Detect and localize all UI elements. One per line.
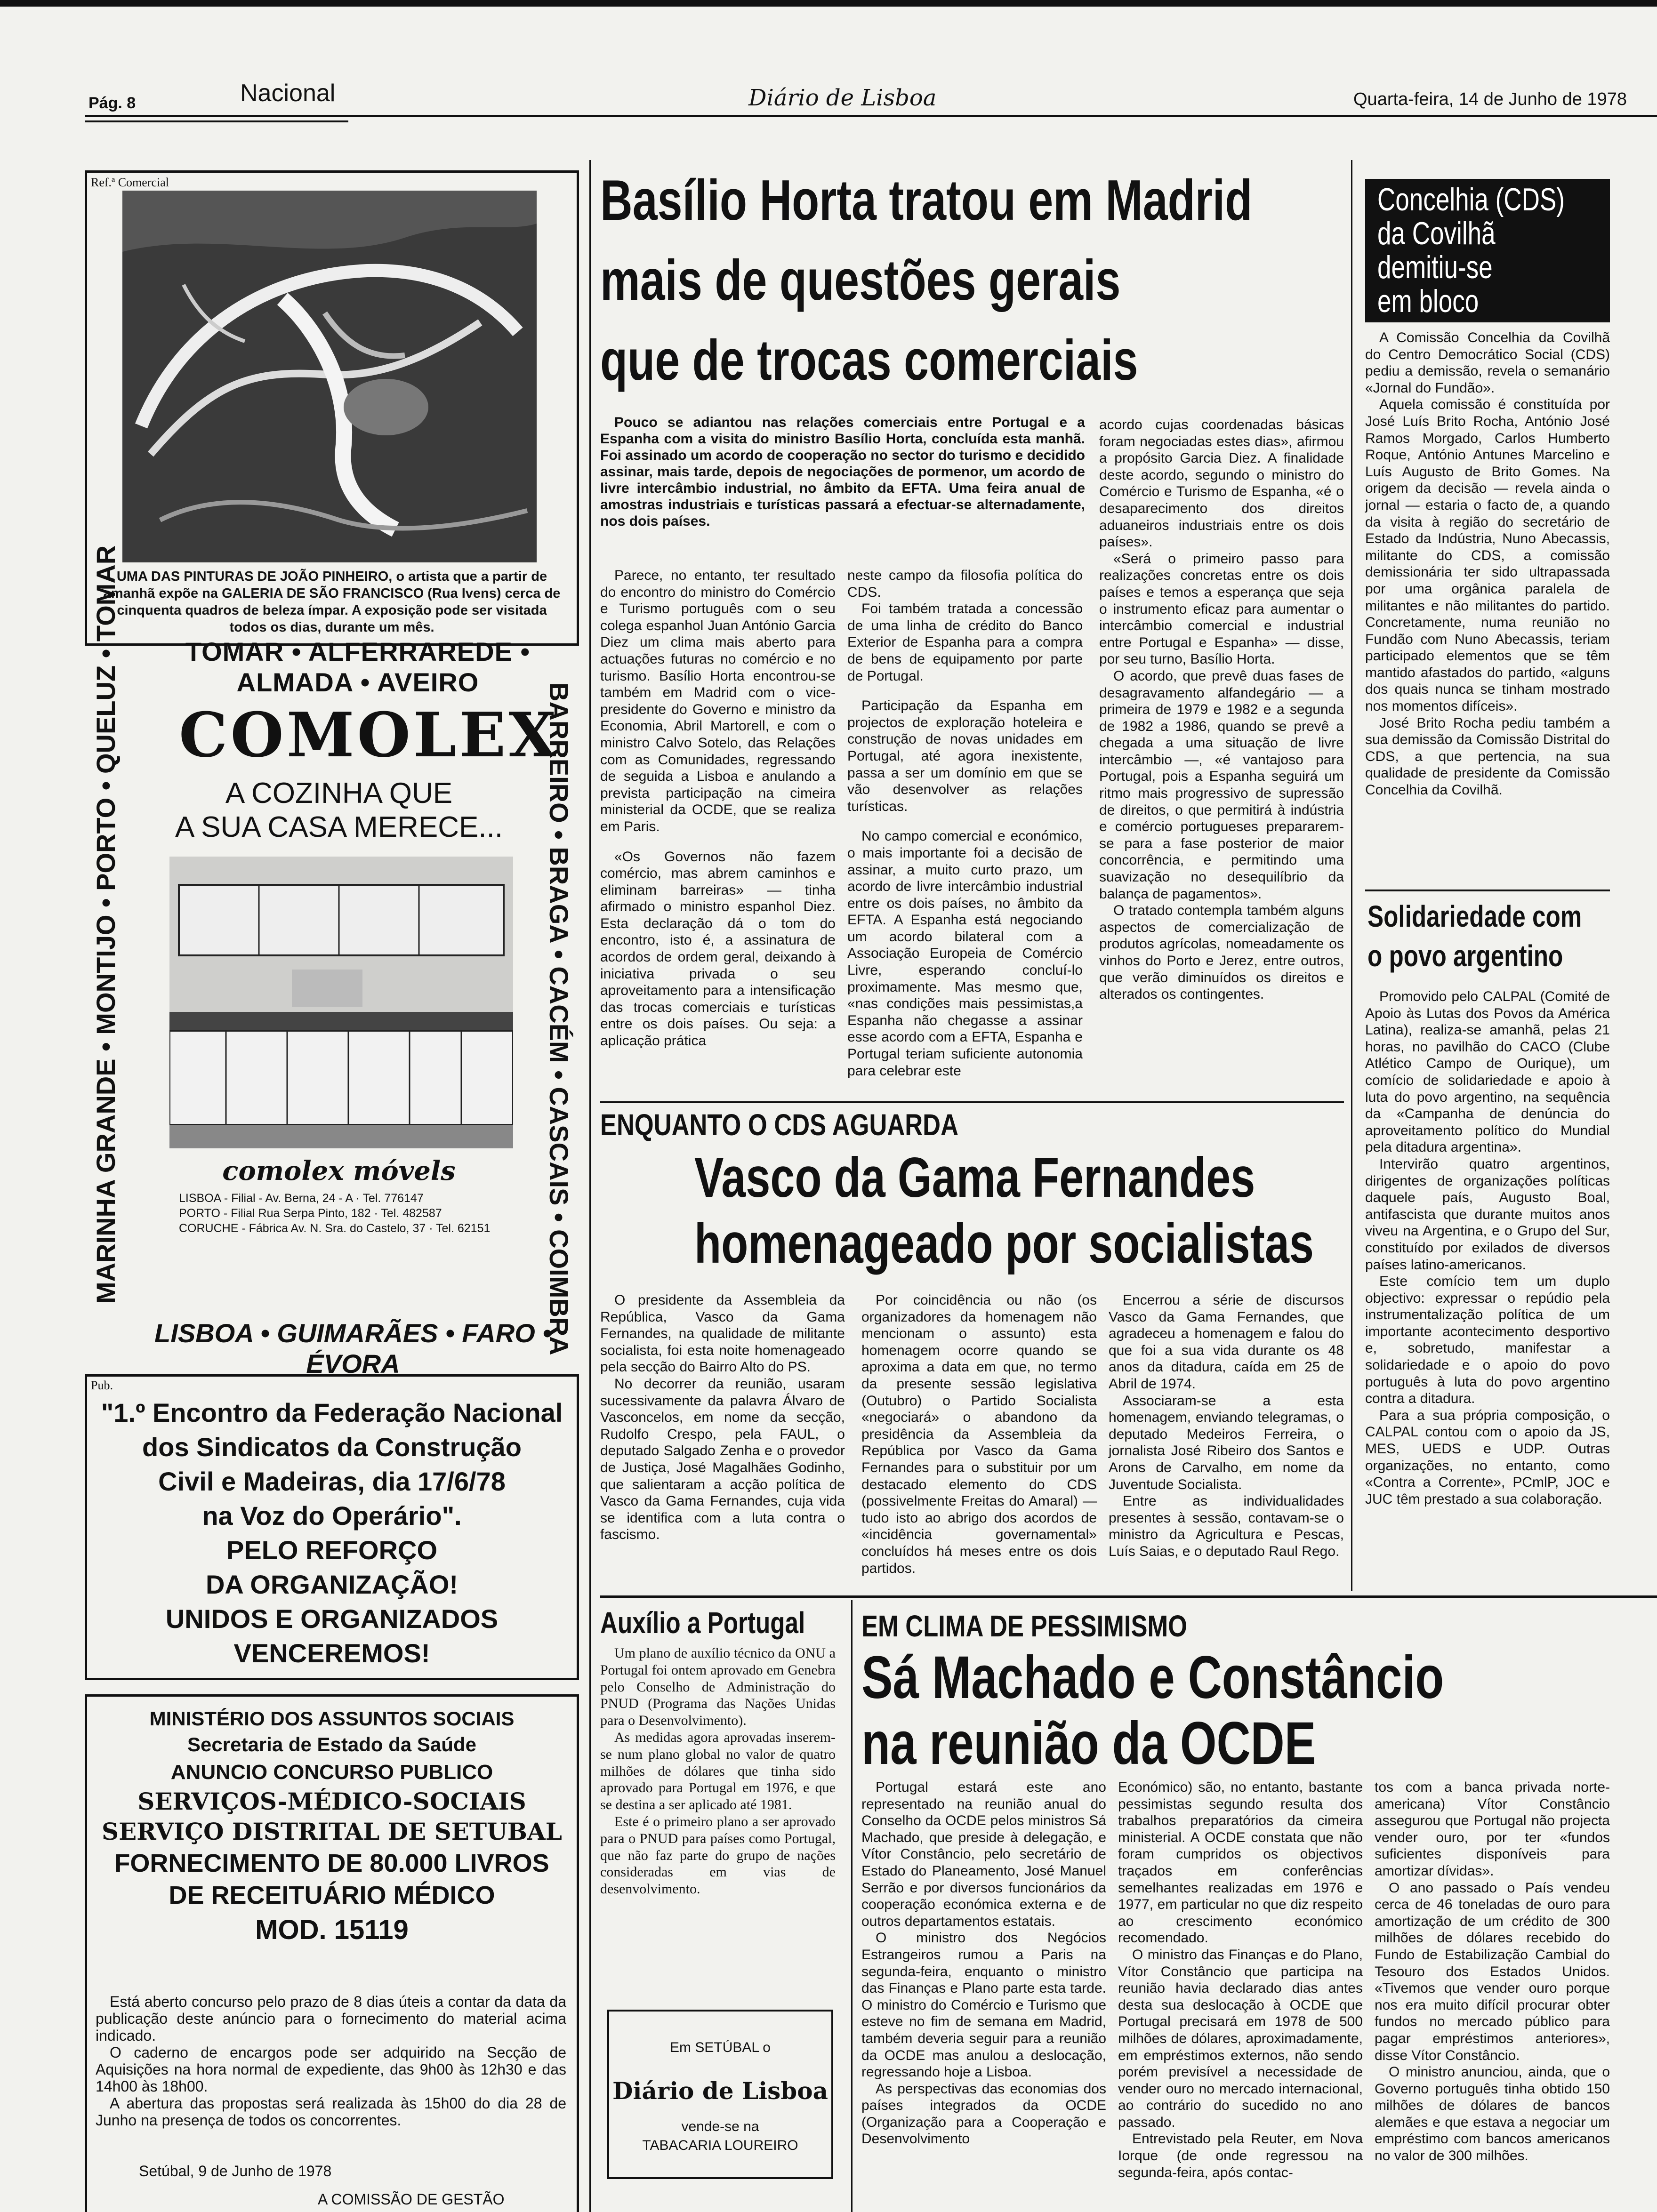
lower-rule [600,1595,1657,1598]
pub-line-6: DA ORGANIZAÇÃO! [205,1570,458,1599]
ministry-line-3: ANUNCIO CONCURSO PUBLICO [170,1761,493,1784]
pub-line-7: UNIDOS E ORGANIZADOS [165,1604,499,1634]
covilha-para-1: A Comissão Concelhia da Covilhã do Centro Democrático Social (CDS) pediu a demissão, revela o semanário «Jornal do Fundão». [1365,330,1610,396]
section-name: Nacional [240,80,336,107]
ministry-line-4: SERVIÇOS-MÉDICO-SOCIAIS [137,1787,526,1815]
ocde-para-7: tos com a banca privada norte-americana) Vítor Constâncio assegurou que Portugal não projecta vender ouro, por ter «fundos suficientes disponíveis para amortizar dívidas». [1375,1779,1610,1879]
ocde-para-4: Económico) são, no entanto, bastante pessimistas segundo resulta dos trabalhos preparatórios da cimeira ministerial. A OCDE constata que não foram cumpridos os objectivos traçados em conferências semelhantes realizadas em 1976 e 1977, em particular no que diz respeito ao crescimento económico recomendado. [1118,1779,1363,1946]
photo-box [85,170,579,646]
covilha-headline-box [1365,179,1610,322]
argentina-para-4: Para a sua própria composição, o CALPAL contou com o apoio da JS, MES, UEDS e UDP. Outras organizações, no entanto, como «Contra a Corrente», PCmlP, JOC e JUC têm prestado a sua colaboração. [1365,1407,1610,1507]
main-c2-para-2: Foi também tratada a concessão de uma linha de crédito do Banco Exterior de Espanha para a compra de bens de equipamento por parte de Portugal. [847,601,1083,684]
ocde-head-2: na reunião da OCDE [861,1710,1316,1777]
vasco-col-3 [1109,1292,1344,1560]
address-porto: PORTO - Filial Rua Serpa Pinto, 182 · Tel. 482587 [179,1207,442,1220]
argentina-body [1365,988,1610,1507]
kitchen-photo [169,857,513,1148]
ring-right: BARREIRO • BRAGA • CACÉM • CASCAIS • COIMBRA [544,682,574,1355]
auxilio-body [600,1645,836,1898]
pub-ad-box [85,1374,579,1680]
covilha-title-4: em bloco [1377,283,1479,319]
ring-bottom: LISBOA • GUIMARÃES • FARO • ÉVORA [154,1318,552,1378]
covilha-headline [1377,183,1598,318]
ocde-para-9: O ministro anunciou, ainda, que o Governo português tinha obtido 150 milhões de dólares de bancos alemães e que estava a negociar um empréstimo com bancos americanos no valor de 300 milhões. [1375,2064,1610,2164]
kitchen-illustration [169,857,513,1148]
vasco-head-2: homenageado por socialistas [694,1212,1314,1275]
main-headline-1: Basílio Horta tratou em Madrid [600,168,1253,232]
auxilio-title-wrap [600,1605,845,1641]
ring-left: MARINHA GRANDE • MONTIJO • PORTO • QUELUZ • TOMAR [91,545,121,1304]
vasco-col-1 [600,1292,845,1543]
pub-ad-text [92,1395,572,1670]
vasco-para-3: Por coincidência ou não (os organizadores da homenagem não mencionam o assunto) esta homenagem ocorre quando se aproxima a data em que, no termo da presente sessão legislativa (Outubro) o Partido Socialista «negociará» o abandono da presidência da Assembleia da República por Vasco da Gama Fernandes para o substituir por um destacado elemento do CDS (possivelmente Freitas do Amaral) — tudo isto ao abrigo dos acordos de «incidência governamental» concluídos há meses entre os dois partidos. [861,1292,1097,1576]
setubal-line-4: TABACARIA LOUREIRO [642,2138,798,2153]
ministry-para-2: O caderno de encargos pode ser adquirido na Secção de Aquisições na hora normal de expediente, das 9h00 às 12h30 e das 14h00 às 18h00. [96,2044,566,2095]
address-coruche: CORUCHE - Fábrica Av. N. Sra. do Castelo, 37 · Tel. 62151 [179,1222,491,1235]
photo-ref: Ref.ª Comercial [91,176,169,189]
main-c2-para-4: No campo comercial e económico, o mais importante foi a decisão de assinar, a muito curto prazo, um acordo de livre intercâmbio industrial entre os dois países, no âmbito da EFTA. A Espanha está negociando um acordo bilateral com a Associação Europeia de Comércio Livre, esperando concluí-lo proximamente. Mas mesmo que, «nas condições mais pessimistas,a Espanha não chegasse a assinar esse acordo com a EFTA, Espanha e Portugal teriam suficiente autonomia para celebrar este [847,828,1083,1079]
covilha-para-3: José Brito Rocha pediu também a sua demissão da Comissão Distrital do CDS, a que pertencia, na sua qualidade de presidente da Comissão Concelhia da Covilhã. [1365,715,1610,798]
col-rule-2 [1351,160,1352,1591]
address-lisboa: LISBOA - Filial - Av. Berna, 24 - A · Tel. 776147 [179,1192,424,1205]
main-headline [600,160,1344,400]
header-rule-short [85,120,348,122]
ministry-line-7: DE RECEITUÁRIO MÉDICO [169,1881,495,1909]
ocde-para-3: As perspectivas das economias dos países integrados da OCDE (Organização para a Cooperação e Desenvolvimento [861,2081,1106,2147]
comolex-slogan-1: A COZINHA QUE [225,777,453,809]
argentina-head-1: Solidariedade com [1367,899,1582,933]
ocde-kicker: EM CLIMA DE PESSIMISMO [861,1609,1188,1643]
pub-line-8: VENCEREMOS! [233,1638,430,1668]
vasco-para-5: Associaram-se a esta homenagem, enviando telegramas, o deputado Medeiros Ferreira, o jornalista José Ribeiro dos Santos e Arons de Carvalho, em nome da Juventude Socialista. [1109,1393,1344,1492]
ocde-col-2 [1118,1779,1363,2181]
main-c3-para-3: O acordo, que prevê duas fases de desagravamento alfandegário — a primeira de 1979 e 1982 e a segunda de 1982 a 1986, quando se prevê a chegada a uma situação de livre intercâmbio —, «é vantajoso para Portugal, pois a Espanha seguirá um ritmo mais progressivo de supressão de direitos, o que permitirá à indústria e comércio portugueses prepararem-se para a fase posterior de maior concorrência, e permitindo uma suavização no desequilíbrio da balança de pagamentos». [1099,668,1344,902]
pub-line-5: PELO REFORÇO [226,1535,438,1565]
sidebar-rule [1365,890,1610,891]
main-bottom-rule [600,1101,1344,1103]
vasco-para-6: Entre as individualidades presentes à sessão, contavam-se o ministro da Agricultura e Pescas, Luís Saias, e o deputado Raul Rego. [1109,1493,1344,1559]
setubal-box [607,2010,833,2179]
main-headline-3: que de trocas comerciais [600,328,1138,392]
page-number: Pág. 8 [88,94,136,112]
ocde-head-1: Sá Machado e Constâncio [861,1644,1444,1711]
ministry-line-6: FORNECIMENTO DE 80.000 LIVROS [114,1849,549,1877]
setubal-line-1: Em SETÚBAL o [670,2040,771,2055]
covilha-title-3: demitiu-se [1377,249,1493,285]
ministry-para-3: A abertura das propostas será realizada às 15h00 do dia 28 de Junho na presença de todos os concorrentes. [96,2095,566,2129]
argentina-headline [1367,897,1612,976]
ministry-sign-date: Setúbal, 9 de Junho de 1978 [139,2163,332,2180]
auxilio-para-2: As medidas agora aprovadas inserem-se num plano global no valor de quatro milhões de dólares que tinha sido aprovado para Portugal em 1976, e que se destina a ser aplicado até 1981. [600,1729,836,1813]
vasco-para-1: O presidente da Assembleia da República, Vasco da Gama Fernandes, na qualidade de militante socialista, foi esta noite homenageado pela secção do Bairro Alto do PS. [600,1292,845,1375]
main-c1-para-1: Parece, no entanto, ter resultado do encontro do ministro do Comércio e Turismo português com o seu colega espanhol Juan António Garcia Diez um clima mais aberto para actuações futuras no comércio e no turismo. Basílio Horta encontrou-se também em Madrid com o vice-presidente do Governo e ministro da Economia, Abril Martorell, e com o ministro Calvo Sotelo, das Relações com as Comunidades, regressando de seguida a Lisboa e anulando a prevista participação na cimeira ministerial da OCDE, que se realiza em Paris. [600,568,836,834]
ocde-headline [861,1607,1657,1777]
setubal-line-3: vende-se na [681,2119,759,2134]
main-c3-para-1: acordo cujas coordenadas básicas foram negociadas estes dias», afirmou a propósito Garcia Diez. A finalidade deste acordo, segundo o ministro do Comércio e Turismo de Espanha, «é o desaparecimento dos direitos aduaneiros industriais entre os dois países». [1099,417,1344,550]
main-col-2 [847,567,1083,1079]
pub-line-2: dos Sindicatos da Construção [142,1432,522,1462]
ocde-para-1: Portugal estará este ano representado na reunião anual do Conselho da OCDE pelos ministros Sá Machado, que preside à delegação, e Vítor Constâncio, pelo secretário de Estado do Planeamento, José Manuel Serrão e por diversos funcionários da cooperação económica externa e de outros departamentos estatais. [861,1779,1106,1929]
ministry-line-2: Secretaria de Estado da Saúde [187,1733,476,1755]
painting-illustration [122,191,537,562]
pub-tag: Pub. [91,1378,113,1392]
ministry-line-5: SERVIÇO DISTRITAL DE SETUBAL [102,1818,562,1845]
argentina-head-2: o povo argentino [1367,939,1563,973]
main-c3-para-2: «Será o primeiro passo para realizações concretas entre os dois países e temos a esperança que seja o instrumento eficaz para aumentar o intercâmbio comercial e industrial entre Portugal e Espanha» — disse, por seu turno, Basílio Horta. [1099,551,1344,667]
ring-top: TOMAR • ALFERRAREDE • ALMADA • AVEIRO [185,637,531,697]
vasco-headline [600,1106,1344,1275]
ocde-col-3 [1375,1779,1610,2164]
pub-line-3: Civil e Madeiras, dia 17/6/78 [158,1467,506,1496]
ocde-para-2: O ministro dos Negócios Estrangeiros rumou a Paris na segunda-feira, enquanto o ministro das Finanças e Plano parte esta tarde. O ministro do Comércio e Turismo que esteve no fim de semana em Madrid, também deveria seguir para a reunião da OCDE mas anulou a deslocação, regressando hoje a Lisboa. [861,1930,1106,2080]
ocde-para-6: Entrevistado pela Reuter, em Nova Iorque (de onde regressou na segunda-feira, após contac- [1118,2131,1363,2180]
col-rule-1 [589,160,591,2212]
argentina-para-1: Promovido pelo CALPAL (Comité de Apoio às Lutas dos Povos da América Latina), realiza-se amanhã, pelas 21 horas, no pavilhão do CACO (Clube Atlético Campo de Ourique), um comício de solidariedade e apoio à luta do povo argentino, na sequência da «Campanha de denúncia do aproveitamento político do Mundial pela ditadura argentina». [1365,989,1610,1155]
vasco-kicker: ENQUANTO O CDS AGUARDA [600,1108,958,1142]
painting-image [122,191,537,562]
masthead: Diário de Lisboa [748,85,937,111]
main-headline-2: mais de questões gerais [600,248,1121,312]
main-col-3 [1099,417,1344,1003]
ministry-line-8: MOD. 15119 [255,1915,409,1945]
main-c3-para-4: O tratado contempla também alguns aspectos de comercialização de produtos agrícolas, nomeadamente os vinhos do Porto e Jerez, entre outros, que verão diminuídos os direitos e alterados os contingentes. [1099,903,1344,1002]
main-col-1 [600,567,836,1050]
main-lead [600,414,1085,529]
ministry-ad-head [92,1706,572,1949]
argentina-para-2: Intervirão quatro argentinos, dirigentes de organizações políticas daquele país, Augusto Boal, antifascista que durante muitos anos viveu na Argentina, e o Grupo del Sur, constituído por exilados de diversos países latino-americanos. [1365,1156,1610,1273]
vasco-para-2: No decorrer da reunião, usaram sucessivamente da palavra Álvaro de Vasconcelos, em nome da secção, Rudolfo Crespo, pela FAUL, o deputado Salgado Zenha e o provedor de Justiça, José Magalhães Godinho, que salientaram a acção política de Vasco da Gama Fernandes, cuja vida se identifica com a luta contra o fascismo. [600,1376,845,1543]
auxilio-para-3: Este é o primeiro plano a ser aprovado para o PNUD para países como Portugal, que não faz parte do grupo de nações consideradas em vias de desenvolvimento. [600,1813,836,1897]
ministry-para-1: Está aberto concurso pelo prazo de 8 dias úteis a contar da data da publicação deste anúncio para o fornecimento do material acima indicado. [96,1993,566,2044]
col-rule-auxilio [851,1600,853,2212]
comolex-script: comolex móvels [222,1155,456,1186]
comolex-addresses [179,1191,499,1236]
top-border [0,0,1657,7]
covilha-title-2: da Covilhã [1377,216,1496,251]
setubal-masthead: Diário de Lisboa [612,2077,828,2105]
ocde-col-1 [861,1779,1106,2148]
ministry-line-1: MINISTÉRIO DOS ASSUNTOS SOCIAIS [149,1707,515,1730]
covilha-body [1365,329,1610,799]
main-c2-para-3: Participação da Espanha em projectos de exploração hoteleira e construção de novas unidades em Portugal, até agora inexistente, passa a ser um domínio em que se vão desenvolver as relações turísticas. [847,698,1083,814]
vasco-head-1: Vasco da Gama Fernandes [694,1146,1255,1209]
auxilio-para-1: Um plano de auxílio técnico da ONU a Portugal foi ontem aprovado em Genebra pelo Conselho de Administração do PNUD (Programa das Nações Unidas para o Desenvolvimento). [600,1645,836,1729]
ministry-sign: A COMISSÃO DE GESTÃO [318,2191,505,2208]
auxilio-title: Auxílio a Portugal [600,1606,805,1640]
pub-line-4: na Voz do Operário". [202,1501,462,1531]
comolex-slogan-2: A SUA CASA MERECE... [175,811,503,843]
vasco-col-2 [861,1292,1097,1577]
main-c1-para-2: «Os Governos não fazem comércio, mas abrem caminhos e eliminam barreiras» — tinha afirmado o ministro espanhol Diez. Esta declaração dá o tom do encontro, isto é, a assinatura de acordos de ordem geral, deixando à iniciativa privada o seu aproveitamento para a intensificação das trocas comerciais e turísticas entre os dois países. Ou seja: a aplicação prática [600,849,836,1049]
main-c2-para-1: neste campo da filosofia política do CDS. [847,568,1083,600]
ocde-para-8: O ano passado o País vendeu cerca de 46 toneladas de ouro para amortização de um crédito de 300 milhões de dólares recebido do Fundo de Estabilização Cambial do Tesouro dos Estados Unidos. «Tivemos que vender ouro porque nos era muito difícil procurar obter fundos no mercado público para pagar empréstimos anteriores», disse Vítor Constâncio. [1375,1880,1610,2063]
comolex-brand: COMOLEX [179,699,559,771]
date: Quarta-feira, 14 de Junho de 1978 [1353,89,1627,109]
pub-line-1: "1.º Encontro da Federação Nacional [101,1398,563,1427]
photo-caption: UMA DAS PINTURAS DE JOÃO PINHEIRO, o artista que a partir de amanhã expõe na GALERIA DE SÃO FRANCISCO (Rua Ivens) cerca de cinquenta quadros de beleza ímpar. A exposição pode ser visitada todos os dias, durante um mês. [103,569,561,635]
main-lead-text: Pouco se adiantou nas relações comerciais entre Portugal e a Espanha com a visita do ministro Basílio Horta, concluída esta manhã. Foi assinado um acordo de cooperação no sector do turismo e decidido assinar, mais tarde, depois de negociações de pormenor, um acordo de livre intercâmbio industrial, no âmbito da EFTA. Uma feira anual de amostras industriais e turísticas passará a efectuar-se alternadamente, nos dois países. [600,415,1085,529]
ring-left-wrapper [90,545,123,1304]
ocde-para-5: O ministro das Finanças e do Plano, Vítor Constâncio que participa na reunião havia declarado dias antes desta sua deslocação à OCDE que Portugal precisará em 1978 de 500 milhões de dólares, aproximadamente, em empréstimos externos, não sendo porém previsível a necessidade de vender ouro no mercado internacional, ao contrário do sucedido no ano passado. [1118,1947,1363,2130]
covilha-title-1: Concelhia (CDS) [1377,182,1565,217]
ministry-ad-body [96,1993,566,2129]
vasco-para-4: Encerrou a série de discursos Vasco da Gama Fernandes, que agradeceu a homenagem e falou do que foi a sua vida durante os 48 anos da ditadura, caída em 25 de Abril de 1974. [1109,1292,1344,1392]
argentina-para-3: Este comício tem um duplo objectivo: expressar o repúdio pela instrumentalização política de um importante acontecimento desportivo e, sobretudo, manifestar a solidariedade e o apoio do povo português à luta do povo argentino contra a ditadura. [1365,1274,1610,1407]
header-rule [85,115,1657,117]
covilha-para-2: Aquela comissão é constituída por José Luís Brito Rocha, António José Ramos Morgado, Carlos Humberto Roque, António Antunes Marcelino e Luís Augusto de Brito Gomes. Na origem da decisão — revela ainda o jornal — estaria o facto de, a quando da visita à região do secretário de Estado da Indústria, Nuno Abecassis, militante do CDS, a comissão demissionária ter sido ultrapassada por uma orgânica paralela de militantes e não militantes do partido. Concretamente, numa reunião no Fundão com Nuno Abecassis, teriam participado elementos que se têm mantido afastados do partido, «alguns dos quais nunca se tinham mostrado nos momentos difíceis». [1365,397,1610,714]
ministry-ad-box [85,1694,579,2212]
